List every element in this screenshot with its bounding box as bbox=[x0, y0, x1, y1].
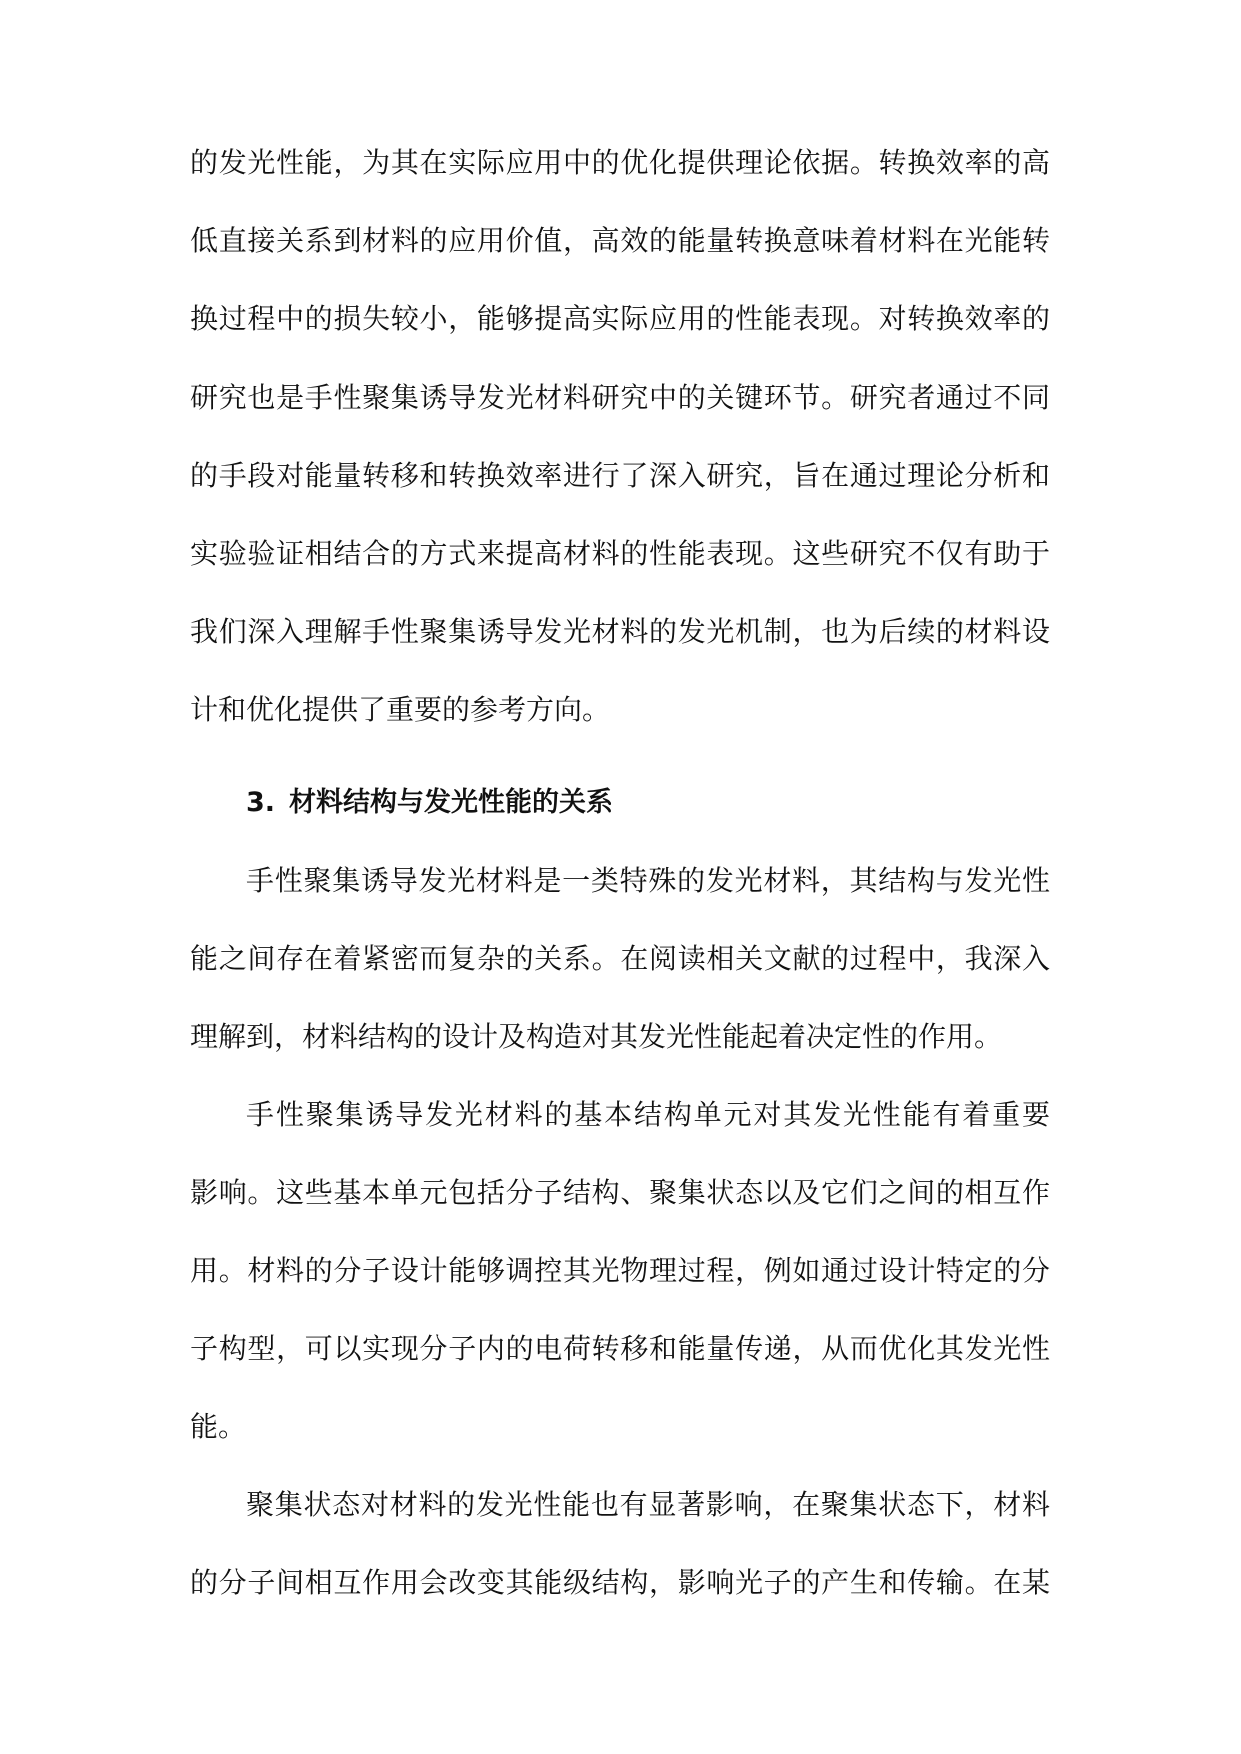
text-line: 我们深入理解手性聚集诱导发光材料的发光机制，也为后续的材料设 bbox=[190, 615, 1050, 648]
text-line: 聚集状态对材料的发光性能也有显著影响，在聚集状态下，材料 bbox=[246, 1488, 1050, 1521]
text-line: 能。 bbox=[190, 1410, 247, 1443]
text-line: 用。材料的分子设计能够调控其光物理过程，例如通过设计特定的分 bbox=[190, 1254, 1050, 1287]
text-line: 换过程中的损失较小，能够提高实际应用的性能表现。对转换效率的 bbox=[190, 302, 1050, 335]
section-title: 材料结构与发光性能的关系 bbox=[289, 787, 614, 818]
text-line: 能之间存在着紧密而复杂的关系。在阅读相关文献的过程中，我深入 bbox=[190, 942, 1050, 975]
text-line: 的发光性能，为其在实际应用中的优化提供理论依据。转换效率的高 bbox=[190, 146, 1050, 179]
text-line: 低直接关系到材料的应用价值，高效的能量转换意味着材料在光能转 bbox=[190, 224, 1050, 257]
text-line: 的分子间相互作用会改变其能级结构，影响光子的产生和传输。在某 bbox=[190, 1566, 1050, 1599]
text-line: 手性聚集诱导发光材料是一类特殊的发光材料，其结构与发光性 bbox=[246, 864, 1050, 897]
text-line: 子构型，可以实现分子内的电荷转移和能量传递，从而优化其发光性 bbox=[190, 1332, 1050, 1365]
text-line: 研究也是手性聚集诱导发光材料研究中的关键环节。研究者通过不同 bbox=[190, 381, 1050, 414]
text-line: 计和优化提供了重要的参考方向。 bbox=[190, 693, 611, 726]
text-line: 影响。这些基本单元包括分子结构、聚集状态以及它们之间的相互作 bbox=[190, 1176, 1050, 1209]
text-line: 理解到，材料结构的设计及构造对其发光性能起着决定性的作用。 bbox=[190, 1020, 1003, 1053]
text-line: 实验验证相结合的方式来提高材料的性能表现。这些研究不仅有助于 bbox=[190, 537, 1050, 570]
text-line: 手性聚集诱导发光材料的基本结构单元对其发光性能有着重要 bbox=[246, 1098, 1050, 1131]
text-line: 的手段对能量转移和转换效率进行了深入研究，旨在通过理论分析和 bbox=[190, 459, 1050, 492]
section-number: 3. bbox=[246, 787, 276, 818]
section-heading bbox=[246, 783, 613, 823]
